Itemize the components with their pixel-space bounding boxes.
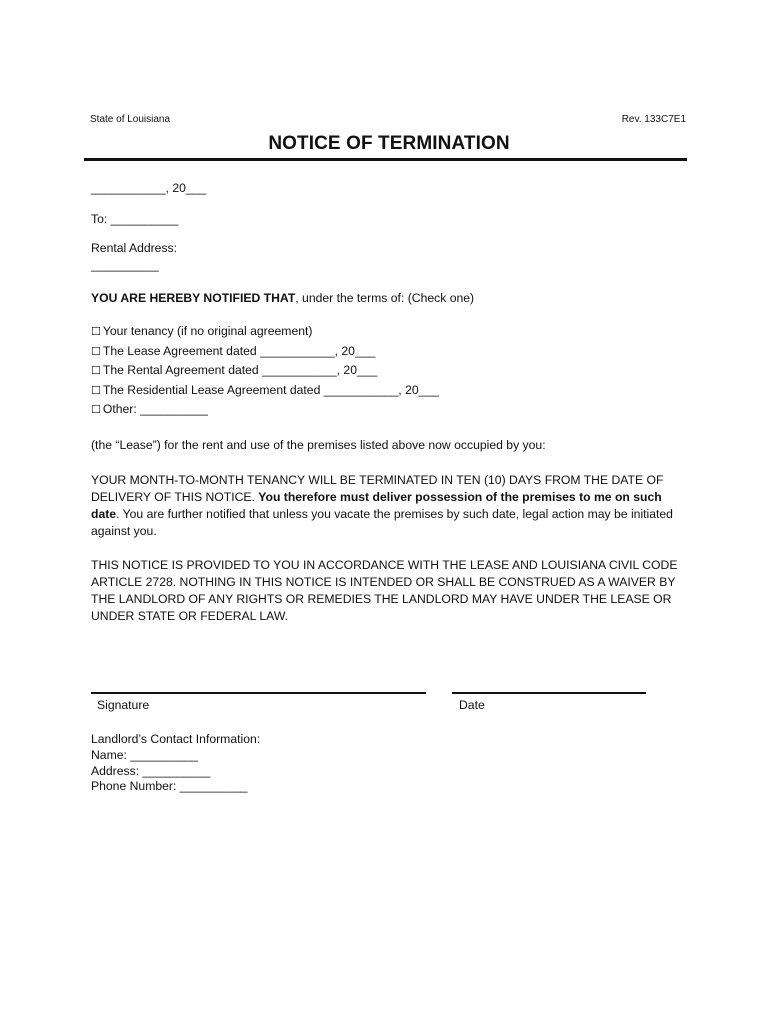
checkbox-icon[interactable]: ☐ <box>91 384 101 397</box>
date-line-signature[interactable] <box>452 692 646 694</box>
termination-part2: . You are further notified that unless you vacate the premises by such date, legal action may be initiated against you. <box>91 507 673 538</box>
notified-rest: , under the terms of: (Check one) <box>295 291 475 305</box>
option-label: Other: __________ <box>102 402 208 416</box>
checkbox-icon[interactable]: ☐ <box>91 345 101 358</box>
signature-label: Signature <box>97 698 150 712</box>
to-line: To: __________ <box>91 212 179 226</box>
notified-line <box>91 290 474 307</box>
contact-address: Address: __________ <box>91 764 211 778</box>
contact-phone: Phone Number: __________ <box>91 779 248 793</box>
option-label: The Rental Agreement dated ___________, 20___ <box>102 363 378 377</box>
checkbox-icon[interactable]: ☐ <box>91 325 101 338</box>
option-lease-agreement[interactable] <box>91 344 375 358</box>
option-label: The Residential Lease Agreement dated ___________, 20___ <box>102 383 439 397</box>
option-label: Your tenancy (if no original agreement) <box>102 324 313 338</box>
termination-part1: YOUR MONTH-TO-MONTH TENANCY WILL BE TERMINATED IN TEN (10) DAYS FROM THE DATE OF DELIVERY OF THIS NOTICE. <box>91 473 664 504</box>
option-other[interactable] <box>91 402 208 416</box>
option-tenancy[interactable] <box>91 324 312 338</box>
title-rule <box>84 158 687 161</box>
contact-name: Name: __________ <box>91 748 199 762</box>
lease-line: (the “Lease”) for the rent and use of the premises listed above now occupied by you: <box>91 438 546 452</box>
rental-address-label: Rental Address: <box>91 241 178 255</box>
rental-address-value: __________ <box>91 258 159 272</box>
checkbox-icon[interactable]: ☐ <box>91 403 101 416</box>
document-title: NOTICE OF TERMINATION <box>268 133 510 154</box>
legal-paragraph: THIS NOTICE IS PROVIDED TO YOU IN ACCORDANCE WITH THE LEASE AND LOUISIANA CIVIL CODE ARTICLE 2728. NOTHING IN THIS NOTICE IS INTENDED OR SHALL BE CONSTRUED AS A WAIVER BY THE LANDLORD OF ANY RIGHTS OR REMEDIES THE LANDLORD MAY HAVE UNDER THE LEASE OR UNDER STATE OR FEDERAL LAW. <box>91 558 678 623</box>
option-rental-agreement[interactable] <box>91 363 377 377</box>
signature-line[interactable] <box>91 692 426 694</box>
option-residential-lease[interactable] <box>91 383 439 397</box>
revision-label: Rev. 133C7E1 <box>621 114 686 125</box>
date-label: Date <box>459 698 485 712</box>
contact-heading: Landlord’s Contact Information: <box>91 732 261 746</box>
termination-bold: You therefore must deliver possession of the premises to me on such date <box>91 490 662 521</box>
notified-bold: YOU ARE HEREBY NOTIFIED THAT <box>91 291 296 305</box>
checkbox-icon[interactable]: ☐ <box>91 364 101 377</box>
date-line: ___________, 20___ <box>91 181 207 195</box>
state-label: State of Louisiana <box>90 114 171 125</box>
termination-paragraph <box>91 472 691 540</box>
option-label: The Lease Agreement dated ___________, 20___ <box>102 344 376 358</box>
